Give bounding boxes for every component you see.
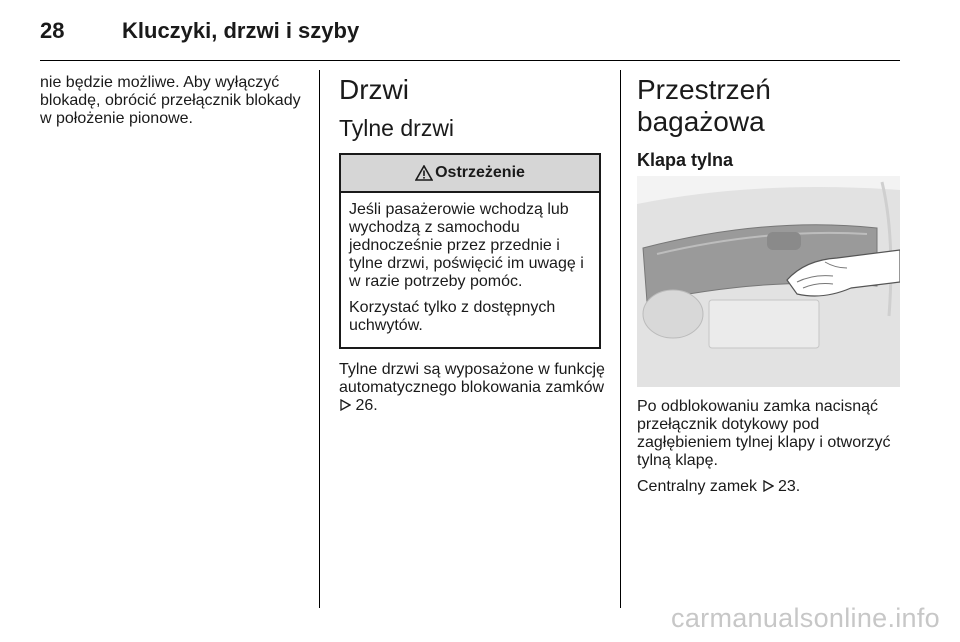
warning-paragraph: Korzystać tylko z dostępnych uchwytów.: [349, 299, 556, 334]
left-column: [40, 74, 308, 136]
column-divider: [620, 70, 621, 608]
rear-doors-paragraph: [339, 361, 605, 415]
page-reference-arrow-icon: [762, 480, 774, 492]
warning-triangle-icon: [415, 165, 433, 181]
column-divider: [319, 70, 320, 608]
page-reference: 23.: [777, 478, 801, 495]
warning-body: [341, 193, 599, 347]
warning-title: Ostrzeżenie: [435, 164, 525, 181]
section-title-luggage: Przestrzeń bagażowa: [637, 74, 771, 137]
chapter-title: Kluczyki, drzwi i szyby: [122, 18, 360, 43]
warning-box: [339, 153, 601, 349]
subsection-title-tailgate: Klapa tylna: [637, 150, 734, 170]
warning-paragraph: Jeśli pasażerowie wchodzą lub wychodzą z samochodu jednocześnie przez przednie i tylne drzwi, poświęcić im uwagę i w razie potrzeby pomóc.: [349, 201, 584, 290]
section-title-doors: Drzwi: [339, 74, 409, 105]
central-lock-paragraph: [637, 478, 902, 496]
page-reference: 26.: [355, 397, 378, 414]
page-header: [40, 18, 900, 60]
page-number: 28: [40, 18, 65, 43]
warning-header: [341, 155, 599, 193]
watermark: carmanualsonline.info: [671, 603, 940, 633]
right-column-text: [637, 398, 902, 504]
central-lock-text: Centralny zamek: [637, 478, 758, 495]
subsection-title-rear-doors: Tylne drzwi: [339, 115, 455, 141]
tailgate-opening-illustration: [637, 176, 900, 387]
opening-paragraph: Po odblokowaniu zamka nacisnąć przełącznik dotykowy pod zagłębieniem tylnej klapy i otworzyć tylną klapę.: [637, 398, 891, 469]
rear-doors-text: Tylne drzwi są wyposażone w funkcję automatycznego blokowania zamków: [339, 361, 605, 396]
header-rule: [40, 60, 900, 61]
middle-column: [339, 74, 605, 423]
continued-paragraph: nie będzie możliwe. Aby wyłączyć blokadę, obrócić przełącznik blokady w położenie pionowe.: [40, 74, 301, 127]
page-reference-arrow-icon: [339, 399, 351, 411]
